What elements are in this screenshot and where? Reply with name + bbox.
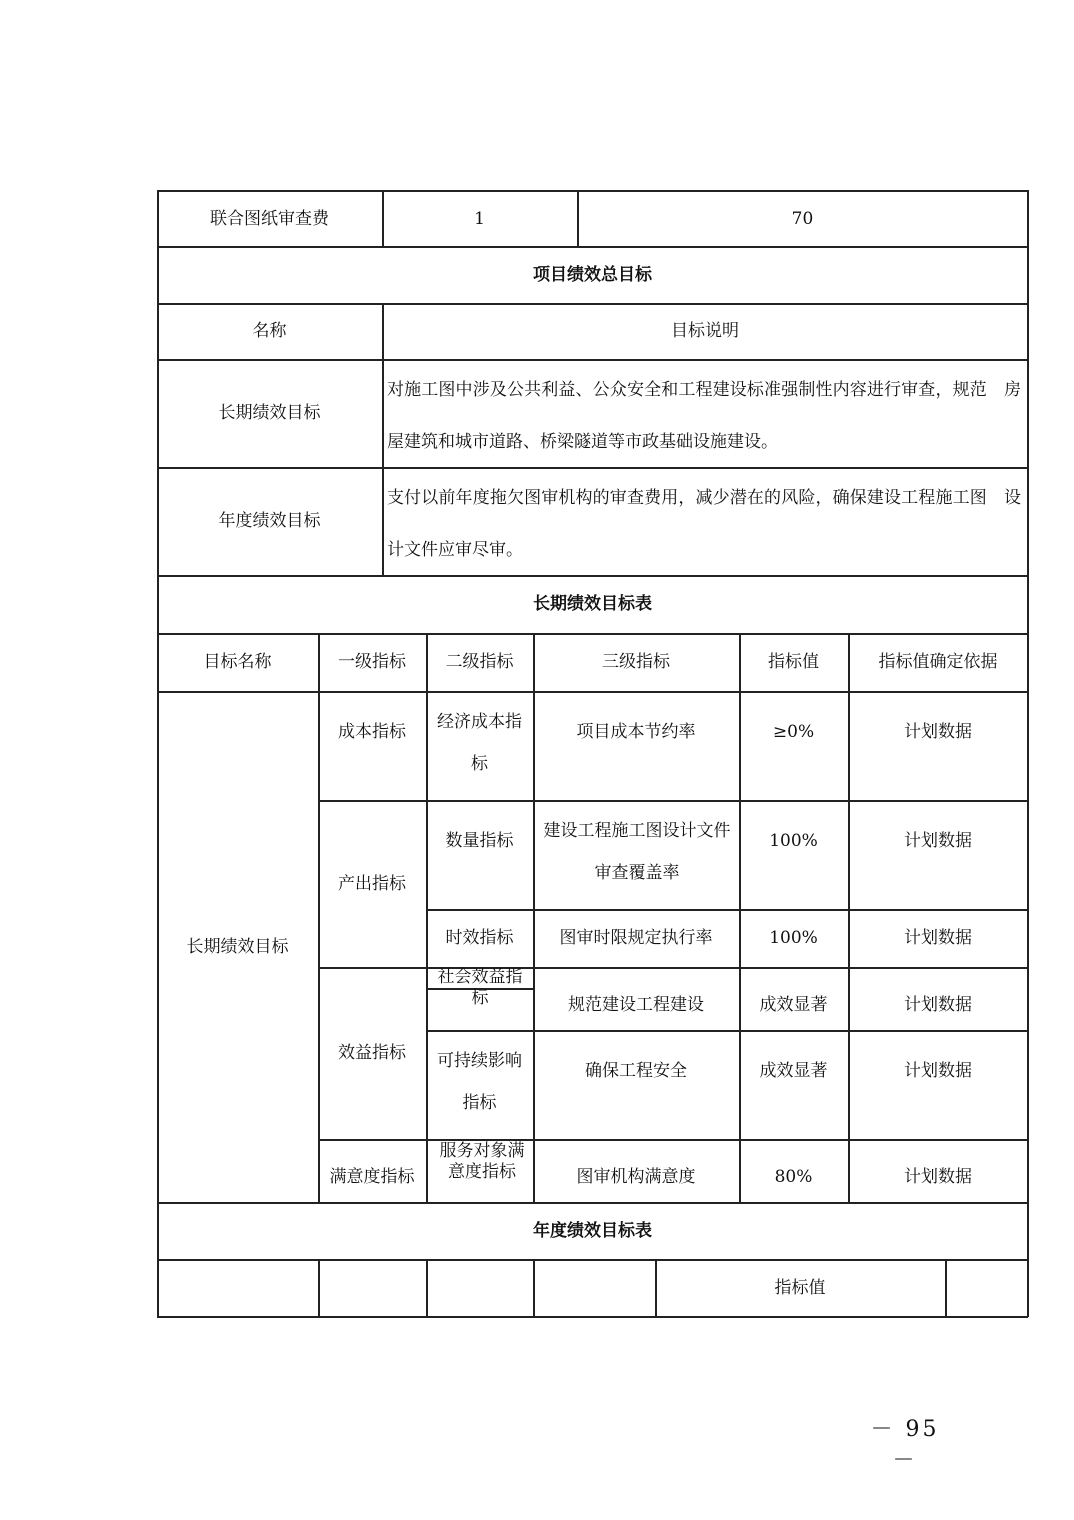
level3-cell: 确保工程安全 <box>585 1061 687 1081</box>
header-goal-name: 目标名称 <box>203 652 272 672</box>
level3-cell: 项目成本节约率 <box>576 722 696 742</box>
level3-cell: 图审时限规定执行率 <box>559 928 713 948</box>
header-level3: 三级指标 <box>602 652 670 672</box>
long-term-table-title: 长期绩效目标表 <box>533 594 652 614</box>
level2-cell: 时效指标 <box>445 928 514 948</box>
level3-cell: 图审机构满意度 <box>576 1166 696 1187</box>
level1-satisfaction: 满意度指标 <box>329 1166 415 1187</box>
annual-table-title: 年度绩效目标表 <box>533 1220 652 1241</box>
value-cell: 成效显著 <box>759 1061 828 1081</box>
header-basis: 指标值确定依据 <box>878 652 998 672</box>
basis-cell: 计划数据 <box>904 1061 972 1081</box>
fee-name: 联合图纸审查费 <box>210 208 329 229</box>
level3-cell: 规范建设工程建设 <box>568 995 704 1015</box>
rule <box>318 1259 320 1317</box>
level2-cell: 可持续影响指标 <box>437 1051 522 1113</box>
level3-cell: 建设工程施工图设计文件审查覆盖率 <box>543 821 731 883</box>
name-header: 名称 <box>252 321 287 341</box>
level2-cell: 服务对象满意度指标 <box>439 1141 525 1182</box>
value-cell: 80% <box>774 1166 813 1187</box>
annual-goal-label: 年度绩效目标 <box>218 511 321 531</box>
level2-cell: 社会效益指标 <box>437 967 523 1008</box>
level2-cell: 经济成本指标 <box>437 712 522 774</box>
fee-count: 1 <box>474 208 485 229</box>
value-cell: ≥0% <box>772 722 815 742</box>
basis-cell: 计划数据 <box>904 928 972 948</box>
long-term-goal-label: 长期绩效目标 <box>218 403 321 423</box>
rule <box>945 1259 947 1317</box>
level1-benefit: 效益指标 <box>338 1043 406 1063</box>
value-cell: 成效显著 <box>759 995 828 1015</box>
annual-value-header: 指标值 <box>774 1278 826 1298</box>
annual-goal-description: 支付以前年度拖欠图审机构的审查费用，减少潜在的风险，确保建设工程施工图 设计文件应审尽审。 <box>387 488 1021 560</box>
basis-cell: 计划数据 <box>904 722 972 742</box>
fee-amount: 70 <box>791 208 814 229</box>
basis-cell: 计划数据 <box>904 995 972 1015</box>
basis-cell: 计划数据 <box>904 1166 972 1187</box>
overall-goal-title: 项目绩效总目标 <box>533 264 652 285</box>
desc-header: 目标说明 <box>671 321 739 341</box>
rule <box>533 1259 535 1317</box>
header-level1: 一级指标 <box>338 652 406 672</box>
header-value: 指标值 <box>768 652 819 672</box>
level1-output: 产出指标 <box>338 873 406 894</box>
header-level2: 二级指标 <box>445 652 514 672</box>
basis-cell: 计划数据 <box>904 831 972 851</box>
value-cell: 100% <box>769 928 818 948</box>
level2-cell: 数量指标 <box>445 831 514 851</box>
goal-name-cell: 长期绩效目标 <box>186 937 289 957</box>
long-term-goal-description: 对施工图中涉及公共利益、公众安全和工程建设标准强制性内容进行审查，规范 房屋建筑和城市道路、桥梁隧道等市政基础设施建设。 <box>387 380 1021 452</box>
level1-cost: 成本指标 <box>338 722 406 742</box>
rule <box>426 1259 428 1317</box>
page-number: － 95 － <box>870 1417 940 1473</box>
value-cell: 100% <box>769 831 818 851</box>
